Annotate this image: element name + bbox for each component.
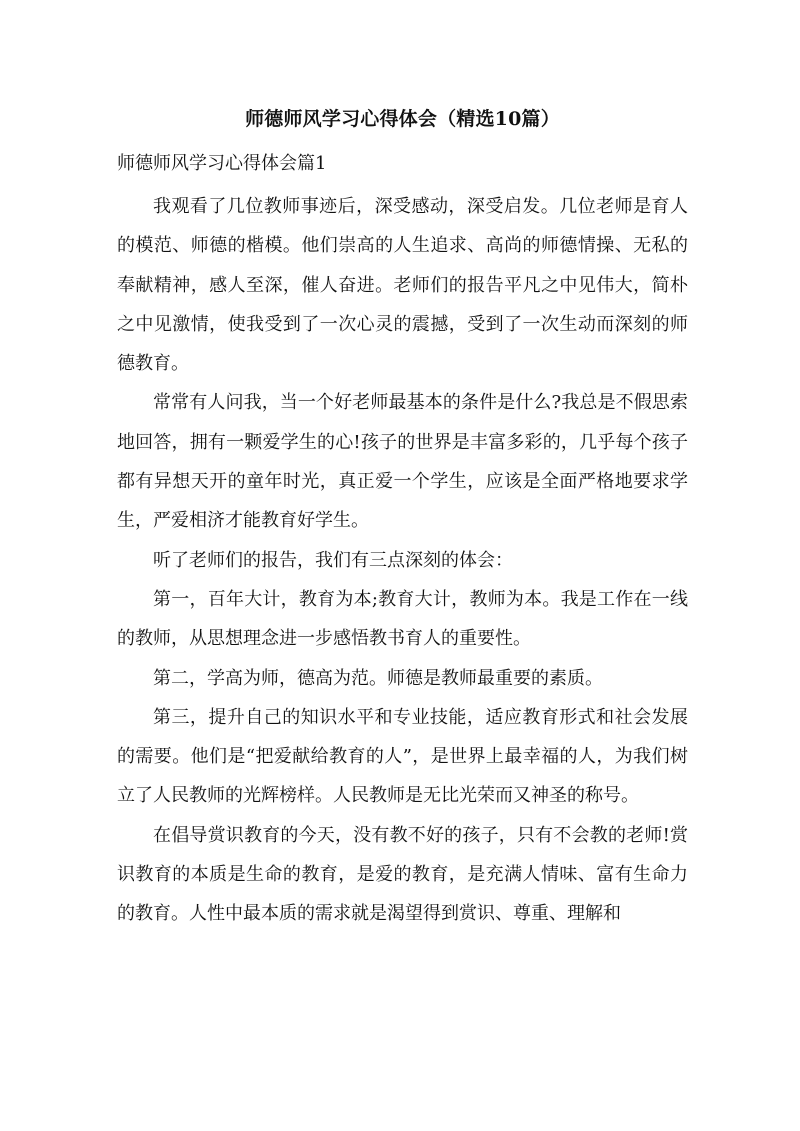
paragraph-list	[117, 187, 688, 934]
paragraph-7: 在倡导赏识教育的今天，没有教不好的孩子，只有不会教的老师!赏识教育的本质是生命的教育，是爱的教育，是充满人情味、富有生命力的教育。人性中最本质的需求就是渴望得到赏识、尊重、理解和	[117, 824, 688, 925]
paragraph-4: 第一，百年大计，教育为本;教育大计，教师为本。我是工作在一线的教师，从思想理念进一步感悟教书育人的重要性。	[117, 588, 688, 650]
paragraph-6: 第三，提升自己的知识水平和专业技能，适应教育形式和社会发展的需要。他们是“把爱献给教育的人”，是世界上最幸福的人，为我们树立了人民教师的光辉榜样。人民教师是无比光荣而又神圣的称号。	[117, 706, 688, 807]
paragraph-5: 第二，学高为师，德高为范。师德是教师最重要的素质。	[153, 667, 603, 689]
document-title: 师德师风学习心得体会（精选10篇）	[245, 108, 560, 130]
paragraph-1: 我观看了几位教师事迹后，深受感动，深受启发。几位老师是育人的模范、师德的楷模。他们崇高的人生追求、高尚的师德情操、无私的奉献精神，感人至深，催人奋进。老师们的报告平凡之中见伟大，简朴之中见激情，使我受到了一次心灵的震撼，受到了一次生动而深刻的师德教育。	[117, 196, 688, 375]
paragraph-3: 听了老师们的报告，我们有三点深刻的体会：	[153, 549, 513, 571]
paragraph-2: 常常有人问我，当一个好老师最基本的条件是什么?我总是不假思索地回答，拥有一颗爱学生的心!孩子的世界是丰富多彩的，几乎每个孩子都有异想天开的童年时光，真正爱一个学生，应该是全面严格地要求学生，严爱相济才能教育好学生。	[117, 392, 688, 532]
section-heading: 师德师风学习心得体会篇1	[117, 153, 327, 174]
